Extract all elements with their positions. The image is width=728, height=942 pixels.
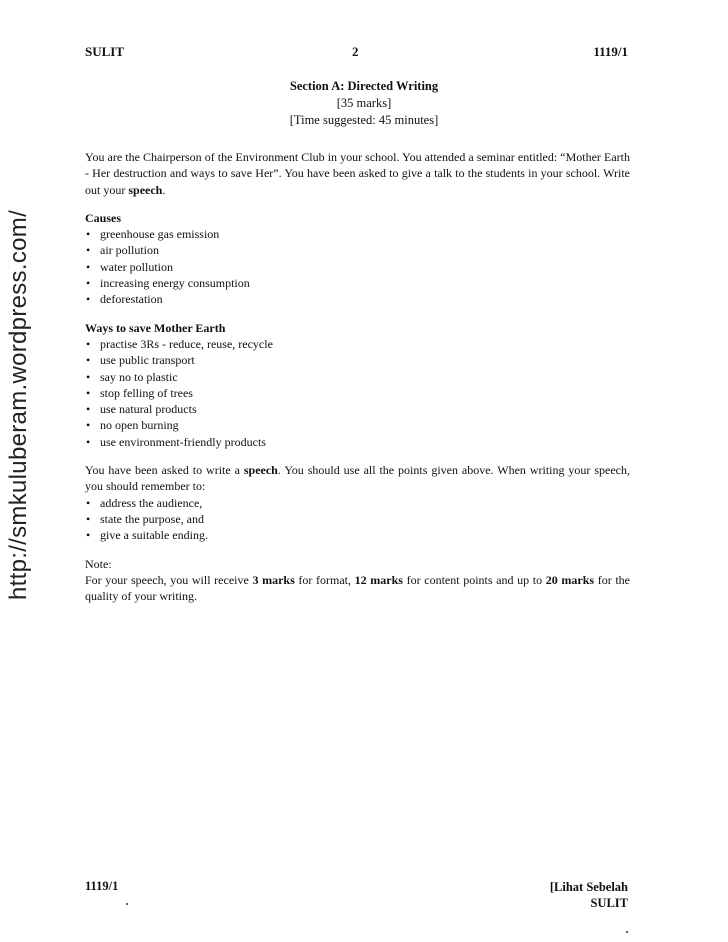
list-item [85, 275, 630, 291]
footer-classification: SULIT [590, 896, 628, 910]
list-item-text: no open burning [100, 418, 179, 433]
list-item-text: state the purpose, and [100, 511, 204, 526]
causes-heading: Causes [85, 210, 122, 225]
list-item [85, 226, 630, 242]
header-classification: SULIT [85, 44, 125, 59]
list-item [85, 352, 630, 368]
instructions-text: You have been asked to write a [85, 463, 244, 478]
list-item [85, 511, 630, 527]
list-item-text: water pollution [100, 259, 173, 274]
bullet-icon: • [86, 353, 91, 368]
intro-bold-word: speech [128, 182, 163, 197]
instructions-text-end: . You should use all the points given above. When writing your speech, you should remember to: [85, 463, 630, 494]
bullet-icon: • [86, 434, 91, 449]
question-content [85, 149, 630, 604]
intro-text-end: . [162, 182, 166, 197]
ways-heading: Ways to save Mother Earth [85, 320, 226, 335]
bullet-icon: • [86, 336, 91, 351]
list-item [85, 336, 630, 352]
list-item-text: use public transport [100, 353, 195, 368]
section-title: Section A: Directed Writing [289, 79, 439, 93]
instructions-paragraph [85, 462, 630, 495]
list-item-text: use natural products [100, 402, 197, 417]
bullet-icon: • [86, 259, 91, 274]
list-item-text: stop felling of trees [100, 385, 193, 400]
bullet-icon: • [86, 511, 91, 526]
list-item [85, 527, 630, 543]
causes-section [85, 210, 630, 308]
watermark-url: http://smkuluberam.wordpress.com/ [5, 209, 32, 600]
note-text: for format, [294, 572, 355, 587]
footer-turn-over-label: [Lihat Sebelah [549, 880, 628, 894]
note-text: For your speech, you will receive [85, 572, 253, 587]
list-item-text: practise 3Rs - reduce, reuse, recycle [100, 336, 273, 351]
instructions-bold-word: speech [243, 463, 278, 478]
list-item-text: address the audience, [100, 495, 203, 510]
bullet-icon: • [86, 402, 91, 417]
list-item [85, 259, 630, 275]
ways-list [85, 336, 630, 450]
footer-paper-code: 1119/1 [85, 879, 119, 893]
scan-speck [626, 931, 628, 933]
note-content-marks: 12 marks [354, 572, 403, 587]
note-label: Note: [85, 556, 112, 571]
causes-list [85, 226, 630, 307]
list-item [85, 291, 630, 307]
list-item-text: say no to plastic [100, 369, 178, 384]
section-heading [0, 78, 728, 129]
section-time: [Time suggested: 45 minutes] [289, 113, 439, 127]
ways-section [85, 320, 630, 450]
list-item [85, 385, 630, 401]
bullet-icon: • [86, 418, 91, 433]
list-item [85, 434, 630, 450]
bullet-icon: • [86, 243, 91, 258]
list-item [85, 495, 630, 511]
bullet-icon: • [86, 292, 91, 307]
note-quality-marks: 20 marks [545, 572, 595, 587]
instructions-list [85, 495, 630, 544]
list-item [85, 242, 630, 258]
note-text: for the quality of your writing. [85, 572, 631, 604]
list-item-text: air pollution [100, 243, 159, 258]
list-item [85, 417, 630, 433]
instructions-section [85, 462, 630, 543]
list-item-text: deforestation [100, 292, 163, 307]
bullet-icon: • [86, 276, 91, 291]
note-section [85, 556, 630, 605]
list-item-text: increasing energy consumption [100, 276, 250, 291]
bullet-icon: • [86, 528, 91, 543]
note-text: for content points and up to [402, 572, 546, 587]
note-format-marks: 3 marks [252, 572, 295, 587]
list-item-text: use environment-friendly products [100, 434, 266, 449]
bullet-icon: • [86, 495, 91, 510]
section-marks: [35 marks] [336, 96, 392, 110]
intro-text: You are the Chairperson of the Environment Club in your school. You attended a seminar entitled: “Mother Earth - Her destruction and ways to save Her”. You have been asked to give a talk to the students in your school. Write out your [85, 150, 630, 197]
list-item [85, 401, 630, 417]
header-paper-code: 1119/1 [593, 44, 628, 59]
bullet-icon: • [86, 227, 91, 242]
scan-speck [126, 903, 128, 905]
bullet-icon: • [86, 385, 91, 400]
list-item [85, 369, 630, 385]
bullet-icon: • [86, 369, 91, 384]
list-item-text: greenhouse gas emission [100, 227, 220, 242]
note-paragraph [85, 572, 630, 605]
list-item-text: give a suitable ending. [100, 528, 208, 543]
page-number: 2 [352, 44, 359, 59]
footer-turn-over [550, 879, 628, 911]
intro-paragraph [85, 149, 630, 198]
